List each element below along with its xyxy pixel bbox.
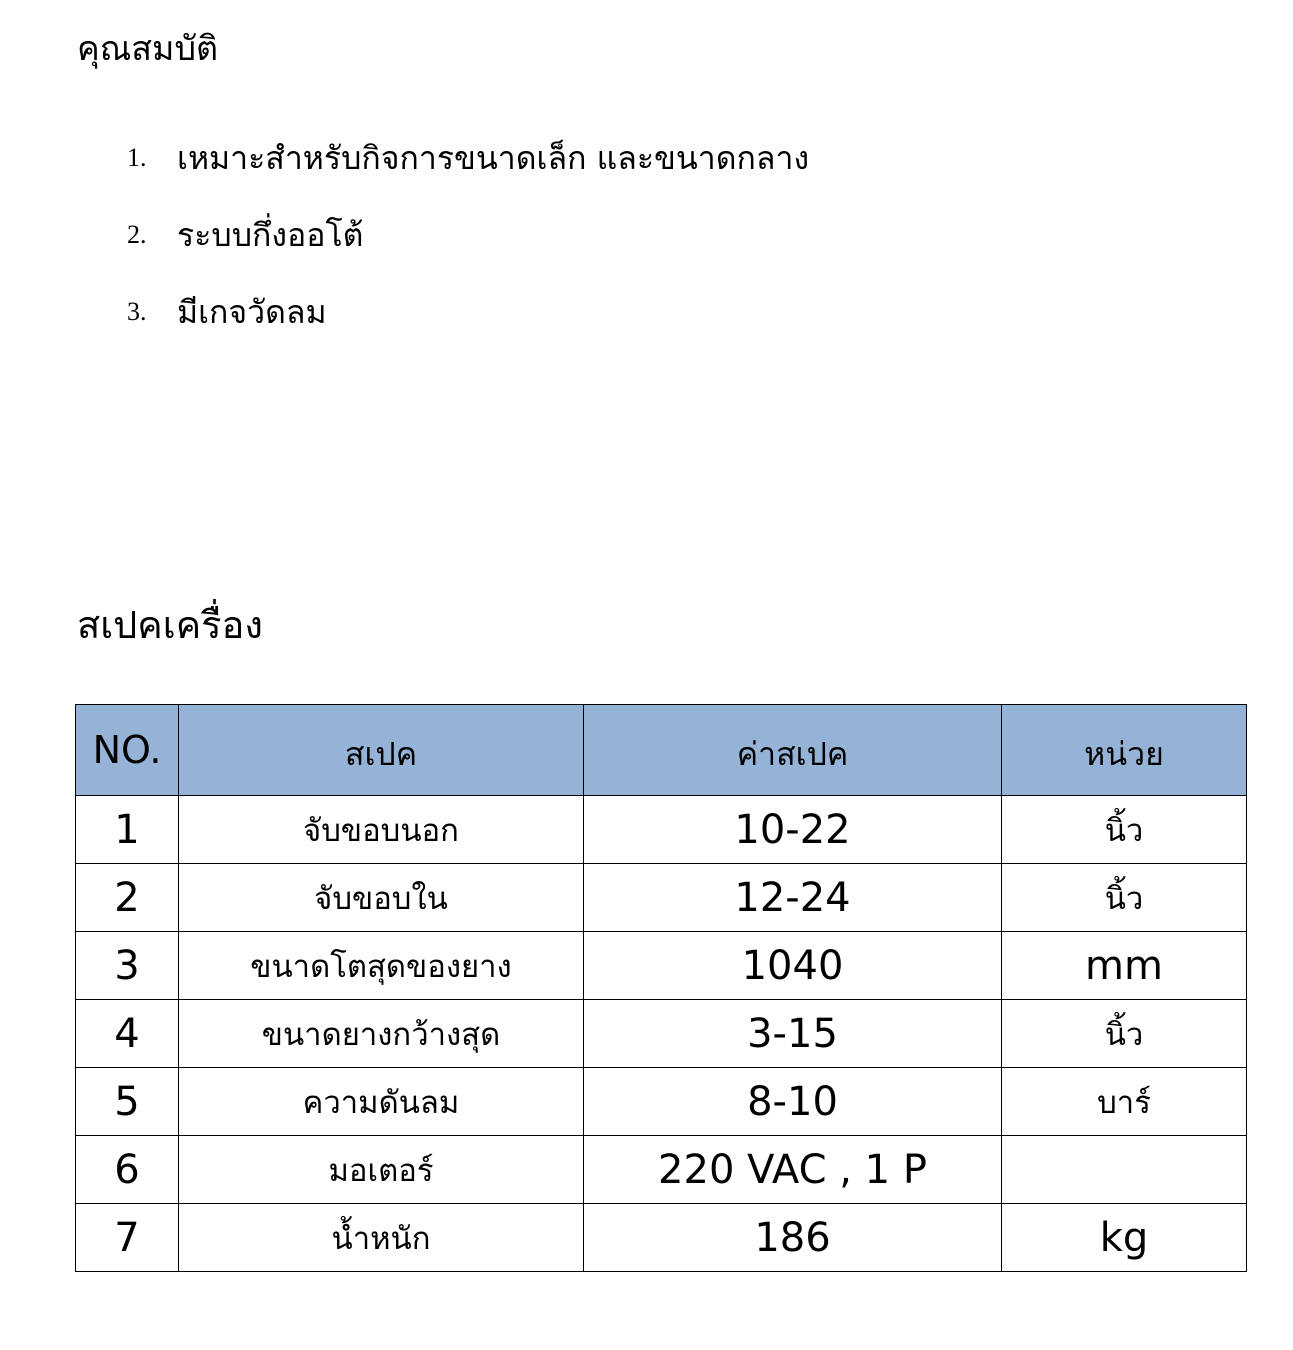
cell-value: 3-15	[584, 1000, 1002, 1068]
cell-value: 1040	[584, 932, 1002, 1000]
cell-spec: ความดันลม	[179, 1068, 584, 1136]
table-row	[76, 1204, 1247, 1272]
feature-text: มีเกจวัดลม	[177, 293, 327, 331]
cell-no: 6	[76, 1136, 179, 1204]
header-value: ค่าสเปค	[584, 705, 1002, 796]
table-row	[76, 796, 1247, 864]
cell-unit: นิ้ว	[1002, 1000, 1247, 1068]
cell-spec: ขนาดโตสุดของยาง	[179, 932, 584, 1000]
feature-number: 1.	[127, 143, 147, 172]
cell-unit: kg	[1002, 1204, 1247, 1272]
header-unit: หน่วย	[1002, 705, 1247, 796]
table-row	[76, 1068, 1247, 1136]
cell-no: 1	[76, 796, 179, 864]
table-header-row	[76, 705, 1247, 796]
spec-heading: สเปคเครื่อง	[77, 603, 263, 647]
cell-no: 3	[76, 932, 179, 1000]
cell-spec: จับขอบใน	[179, 864, 584, 932]
feature-number: 3.	[127, 297, 147, 326]
cell-unit: mm	[1002, 932, 1247, 1000]
cell-value: 8-10	[584, 1068, 1002, 1136]
feature-list	[127, 136, 809, 367]
cell-value: 10-22	[584, 796, 1002, 864]
table-row	[76, 1136, 1247, 1204]
cell-spec: จับขอบนอก	[179, 796, 584, 864]
cell-spec: ขนาดยางกว้างสุด	[179, 1000, 584, 1068]
cell-value: 186	[584, 1204, 1002, 1272]
feature-text: เหมาะสำหรับกิจการขนาดเล็ก และขนาดกลาง	[177, 139, 810, 177]
feature-item	[127, 136, 809, 213]
cell-spec: มอเตอร์	[179, 1136, 584, 1204]
cell-unit: บาร์	[1002, 1068, 1247, 1136]
cell-unit: นิ้ว	[1002, 864, 1247, 932]
cell-spec: น้ำหนัก	[179, 1204, 584, 1272]
spec-table	[75, 704, 1247, 1272]
feature-item	[127, 290, 809, 367]
cell-no: 5	[76, 1068, 179, 1136]
cell-value: 220 VAC , 1 P	[584, 1136, 1002, 1204]
cell-unit	[1002, 1136, 1247, 1204]
cell-no: 7	[76, 1204, 179, 1272]
feature-item	[127, 213, 809, 290]
cell-unit: นิ้ว	[1002, 796, 1247, 864]
cell-value: 12-24	[584, 864, 1002, 932]
header-spec: สเปค	[179, 705, 584, 796]
cell-no: 2	[76, 864, 179, 932]
header-no: NO.	[76, 705, 179, 796]
table-row	[76, 932, 1247, 1000]
table-row	[76, 1000, 1247, 1068]
feature-number: 2.	[127, 220, 147, 249]
feature-text: ระบบกึ่งออโต้	[177, 216, 364, 254]
table-row	[76, 864, 1247, 932]
properties-heading: คุณสมบัติ	[77, 29, 219, 69]
cell-no: 4	[76, 1000, 179, 1068]
